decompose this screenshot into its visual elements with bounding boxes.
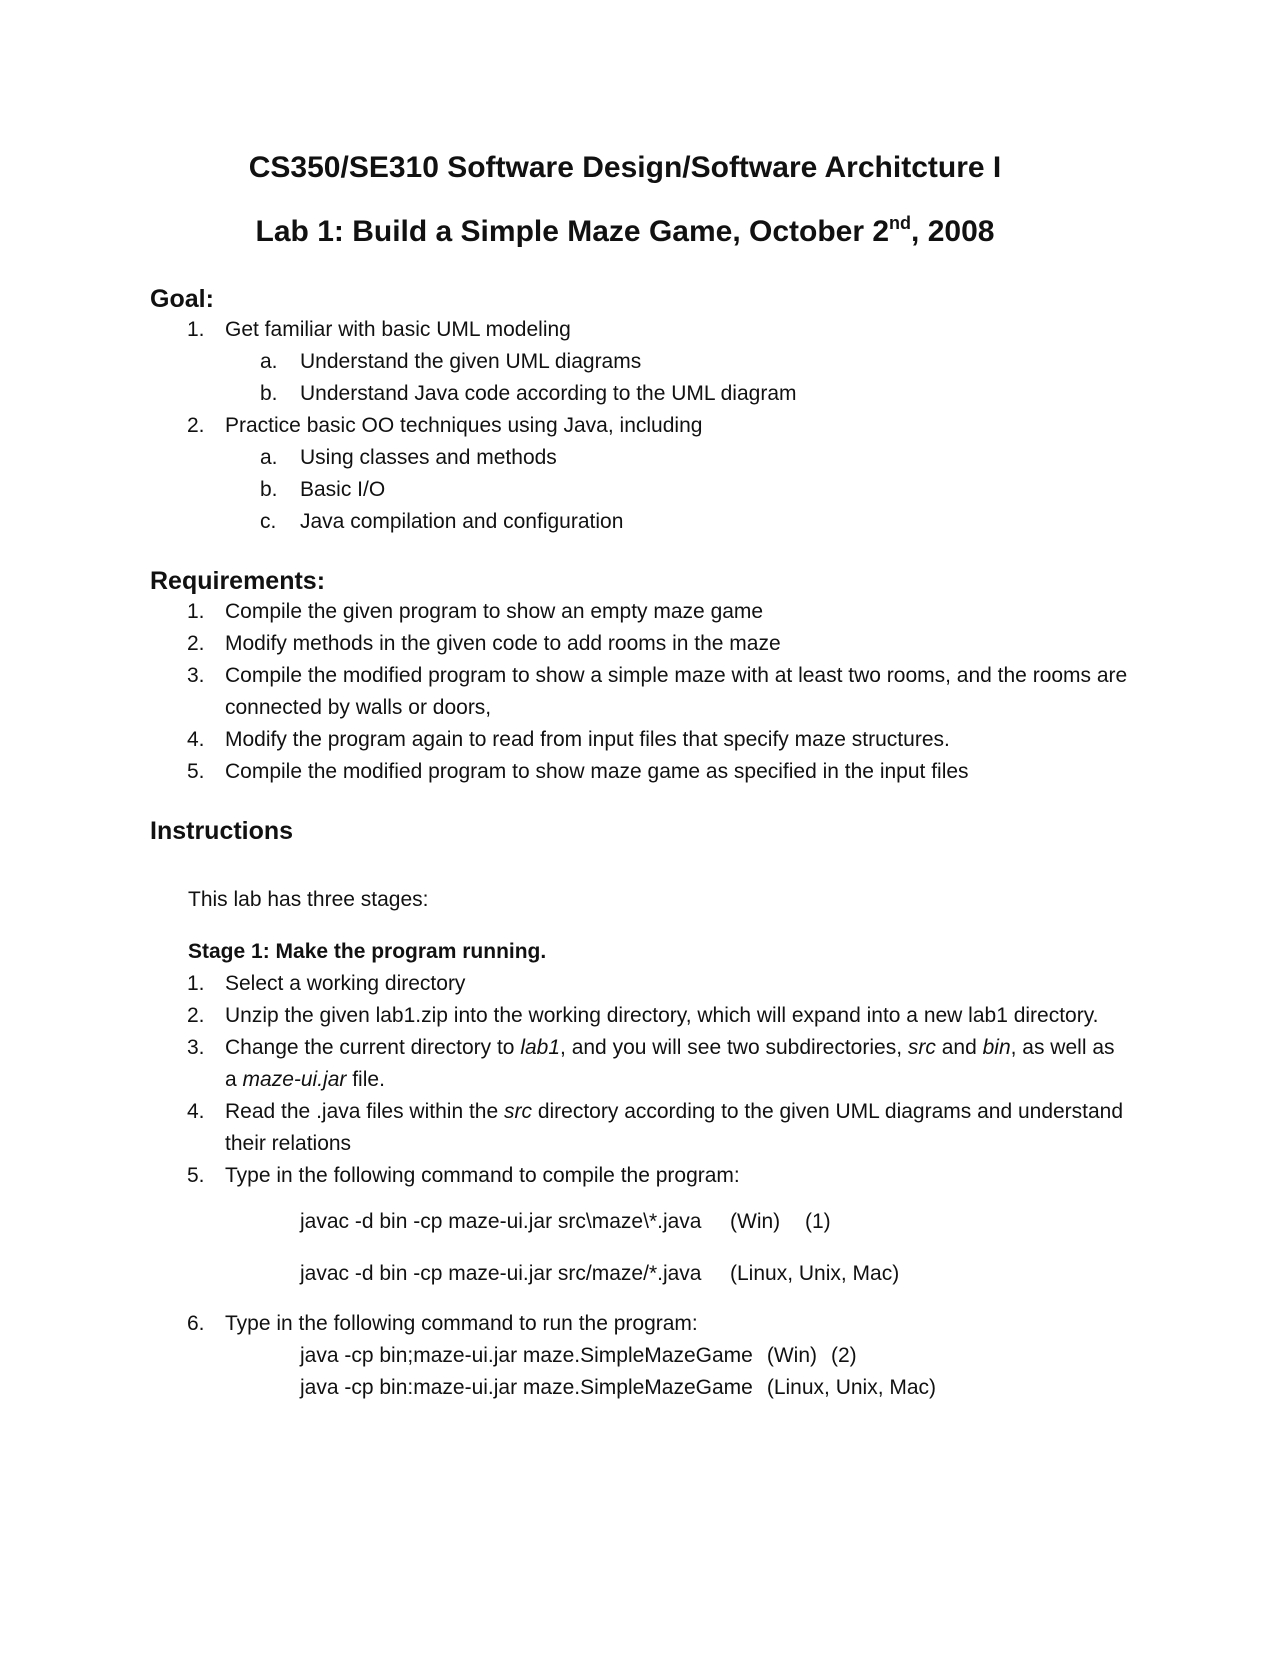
step-item bbox=[150, 968, 1130, 1000]
requirement-item bbox=[150, 724, 1130, 756]
step-item bbox=[150, 1160, 1130, 1290]
requirement-number: 5. bbox=[187, 760, 205, 783]
command-os: (Win) bbox=[766, 1344, 817, 1367]
run-command-unix bbox=[300, 1372, 1130, 1404]
command-code: java -cp bin;maze-ui.jar maze.SimpleMazeGame bbox=[300, 1344, 753, 1367]
goal-subitem bbox=[225, 378, 1130, 410]
requirement-number: 3. bbox=[187, 664, 205, 687]
goal-item-number: 2. bbox=[187, 414, 205, 437]
requirement-item bbox=[150, 628, 1130, 660]
run-commands bbox=[300, 1340, 1130, 1404]
goal-list bbox=[150, 314, 1130, 538]
command-ref: (2) bbox=[831, 1344, 857, 1367]
dir-name-src: src bbox=[504, 1100, 532, 1123]
goal-subitem bbox=[225, 346, 1130, 378]
goal-subitem-text: Java compilation and configuration bbox=[300, 510, 624, 533]
command-os: (Linux, Unix, Mac) bbox=[730, 1262, 900, 1285]
step-item bbox=[150, 1032, 1130, 1096]
step-text: Type in the following command to compile the program: bbox=[225, 1164, 740, 1187]
step-number: 3. bbox=[187, 1036, 205, 1059]
step-text: Read the .java files within the src directory according to the given UML diagrams and understand their relations bbox=[225, 1100, 1124, 1155]
step-item bbox=[150, 1096, 1130, 1160]
compile-command-unix bbox=[300, 1258, 1130, 1290]
goal-sublist bbox=[225, 442, 1130, 538]
goal-subitem-letter: a. bbox=[260, 350, 278, 373]
step-number: 2. bbox=[187, 1004, 205, 1027]
command-ref: (1) bbox=[805, 1210, 831, 1233]
goal-subitem bbox=[225, 442, 1130, 474]
step-number: 6. bbox=[187, 1312, 205, 1335]
goal-item-number: 1. bbox=[187, 318, 205, 341]
dir-name-bin: bin bbox=[982, 1036, 1011, 1059]
step-text: Unzip the given lab1.zip into the working directory, which will expand into a new lab1 directory. bbox=[225, 1004, 1099, 1027]
step-item bbox=[150, 1000, 1130, 1032]
run-command-win bbox=[300, 1340, 1130, 1372]
requirement-number: 4. bbox=[187, 728, 205, 751]
lab-title-superscript: nd bbox=[889, 213, 912, 233]
file-name-jar: maze-ui.jar bbox=[242, 1068, 347, 1091]
stage-1-heading: Stage 1: Make the program running. bbox=[188, 940, 547, 963]
requirement-number: 1. bbox=[187, 600, 205, 623]
goal-subitem-text: Basic I/O bbox=[300, 478, 386, 501]
command-code: javac -d bin -cp maze-ui.jar src\maze\*.java bbox=[300, 1210, 702, 1233]
step-text: Select a working directory bbox=[225, 972, 466, 995]
requirement-item bbox=[150, 596, 1130, 628]
step-text: Type in the following command to run the program: bbox=[225, 1312, 698, 1335]
lab-title-year: , 2008 bbox=[911, 215, 995, 248]
command-os: (Linux, Unix, Mac) bbox=[766, 1376, 937, 1399]
step-number: 5. bbox=[187, 1164, 205, 1187]
goal-sublist bbox=[225, 346, 1130, 410]
stage-1-steps bbox=[150, 968, 1130, 1404]
compile-commands bbox=[300, 1206, 1130, 1290]
step-number: 4. bbox=[187, 1100, 205, 1123]
goal-subitem-letter: b. bbox=[260, 382, 278, 405]
goal-subitem bbox=[225, 474, 1130, 506]
instructions-heading: Instructions bbox=[150, 817, 294, 845]
goal-item-text: Get familiar with basic UML modeling bbox=[225, 318, 571, 341]
requirement-text: Compile the modified program to show a simple maze with at least two rooms, and the rooms are connected by walls or doors, bbox=[225, 664, 1128, 719]
requirement-item bbox=[150, 756, 1130, 788]
dir-name-src: src bbox=[907, 1036, 936, 1059]
goal-item bbox=[150, 314, 1130, 410]
goal-subitem-text: Using classes and methods bbox=[300, 446, 557, 469]
requirement-item bbox=[150, 660, 1130, 724]
course-title: CS350/SE310 Software Design/Software Architcture I bbox=[248, 151, 1002, 184]
command-code: javac -d bin -cp maze-ui.jar src/maze/*.java bbox=[300, 1262, 702, 1285]
instructions-intro: This lab has three stages: bbox=[188, 888, 429, 911]
goal-subitem-letter: c. bbox=[260, 510, 277, 533]
requirement-number: 2. bbox=[187, 632, 205, 655]
goal-heading: Goal: bbox=[150, 285, 214, 313]
command-os: (Win) bbox=[730, 1210, 781, 1233]
goal-subitem-letter: a. bbox=[260, 446, 278, 469]
goal-item bbox=[150, 410, 1130, 538]
goal-subitem-text: Understand Java code according to the UML diagram bbox=[300, 382, 797, 405]
requirement-text: Modify methods in the given code to add rooms in the maze bbox=[225, 632, 781, 655]
goal-item-text: Practice basic OO techniques using Java, including bbox=[225, 414, 703, 437]
step-text: Change the current directory to lab1, and you will see two subdirectories, src and bin, as well as a maze-ui.jar file. bbox=[225, 1036, 1115, 1091]
compile-command-win bbox=[300, 1206, 1130, 1238]
step-number: 1. bbox=[187, 972, 205, 995]
lab-title-main: Lab 1: Build a Simple Maze Game, October 2 bbox=[255, 215, 890, 248]
requirements-list bbox=[150, 596, 1130, 788]
goal-subitem-letter: b. bbox=[260, 478, 278, 501]
goal-subitem bbox=[225, 506, 1130, 538]
requirement-text: Modify the program again to read from input files that specify maze structures. bbox=[225, 728, 950, 751]
requirement-text: Compile the modified program to show maze game as specified in the input files bbox=[225, 760, 969, 783]
dir-name-lab1: lab1 bbox=[520, 1036, 561, 1059]
step-item bbox=[150, 1308, 1130, 1404]
lab-title bbox=[120, 214, 1130, 250]
requirement-text: Compile the given program to show an empty maze game bbox=[225, 600, 764, 623]
command-code: java -cp bin:maze-ui.jar maze.SimpleMazeGame bbox=[300, 1376, 753, 1399]
goal-subitem-text: Understand the given UML diagrams bbox=[300, 350, 642, 373]
requirements-heading: Requirements: bbox=[150, 567, 326, 595]
